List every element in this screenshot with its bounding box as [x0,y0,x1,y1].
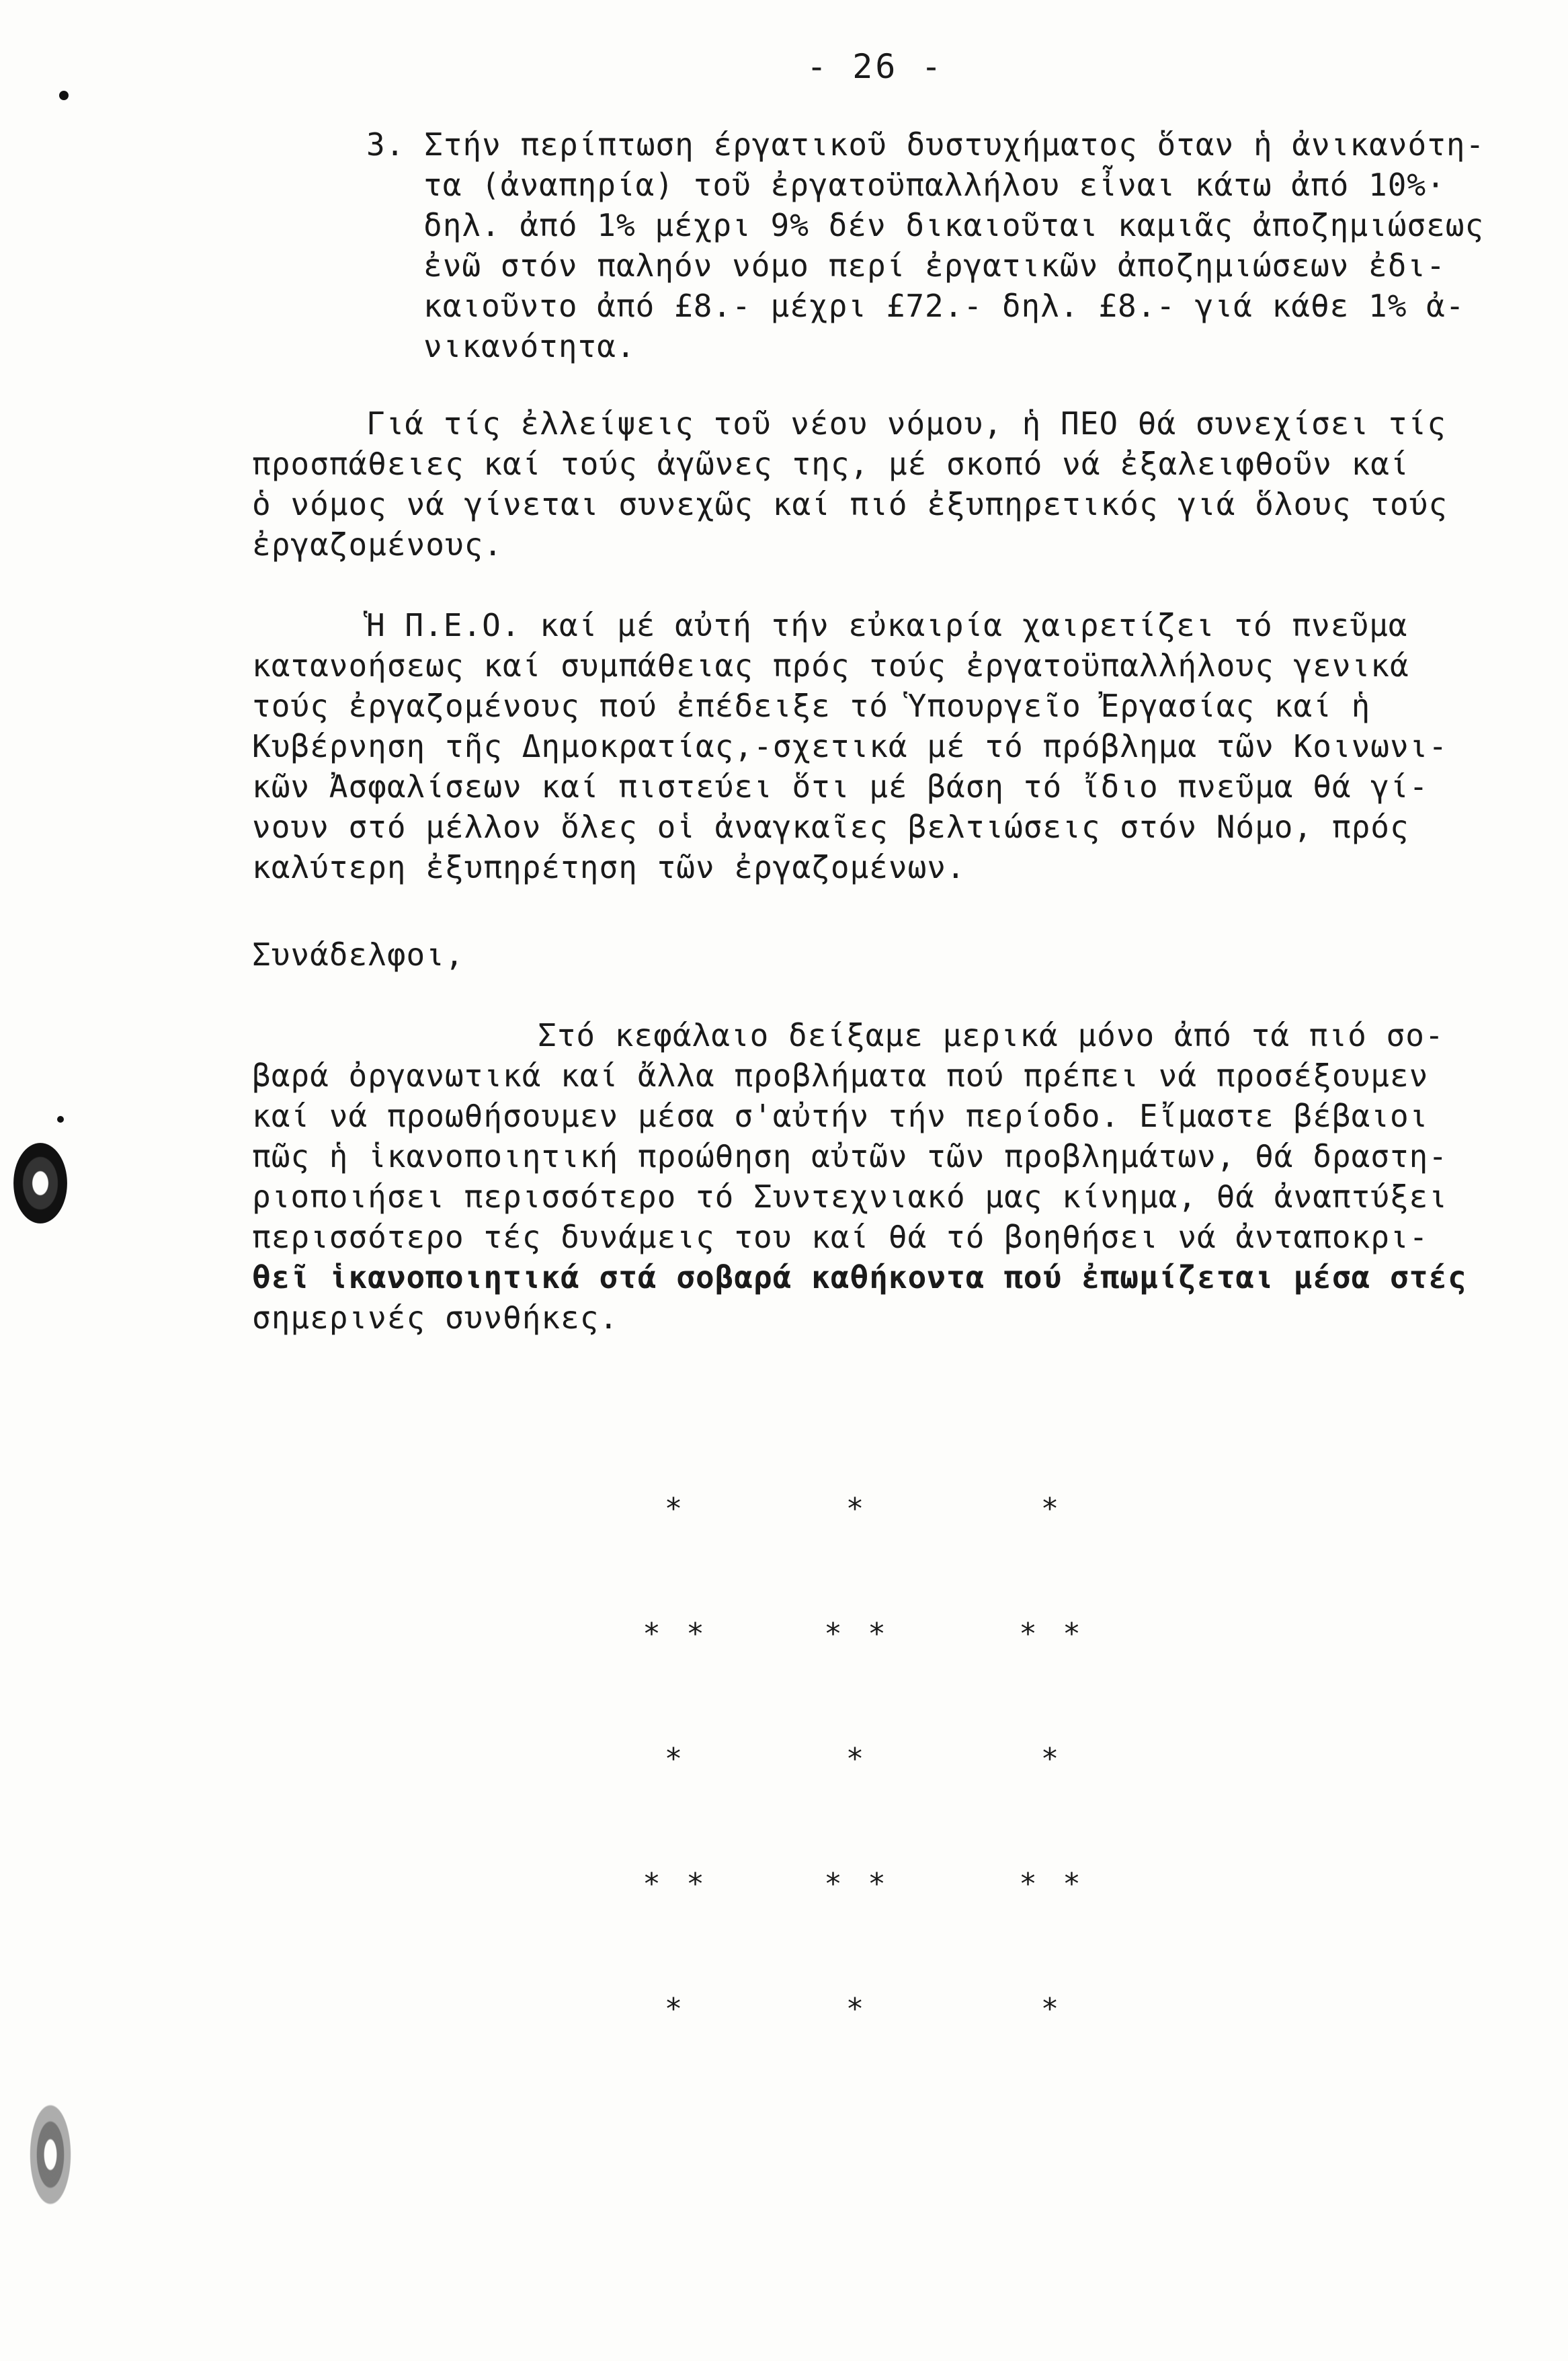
text-line: ἐργαζομένους. [252,526,503,563]
text-line: πῶς ἡ ἱκανοποιητική προώθηση αὐτῶν τῶν προβλημάτων, θά δραστη- [252,1138,1448,1174]
asterisk-row: * * [824,1617,890,1651]
asterisk-column [635,1405,716,2114]
text-line: προσπάθειες καί τούς ἀγῶνες της, μέ σκοπό νά ἐξαλειφθοῦν καί [252,446,1409,482]
text-line: καλύτερη ἐξυπηρέτηση τῶν ἐργαζομένων. [252,849,966,885]
asterisk-row: * * [1019,1867,1085,1901]
asterisk-row: * [1040,1742,1063,1776]
text-line: τούς ἐργαζομένους πού ἐπέδειξε τό Ὑπουργεῖο Ἐργασίας καί ἡ [252,688,1371,724]
text-line: Ἡ Π.Ε.Ο. καί μέ αὐτή τήν εὐκαιρία χαιρετίζει τό πνεῦμα [366,607,1408,643]
page-number: - 26 - [807,47,944,86]
asterisk-column [817,1405,897,2114]
text-line: σημερινές συνθήκες. [252,1299,619,1336]
text-line: καί νά προωθήσουμεν μέσα σ'αὐτήν τήν περίοδο. Εἴμαστε βέβαιοι [252,1098,1429,1134]
asterisk-row: * * [824,1867,890,1901]
scan-mark [57,1116,64,1123]
asterisk-row: * [845,1992,868,2026]
asterisk-column [1012,1405,1092,2114]
asterisk-row: * [1040,1492,1063,1526]
salutation: Συνάδελφοι, [252,936,464,973]
text-line: 3. Στήν περίπτωση έργατικοῦ δυστυχήματος ὅταν ἡ ἀνικανότη- [366,126,1485,163]
text-line: δηλ. ἀπό 1% μέχρι 9% δέν δικαιοῦται καμιᾶς ἀποζημιώσεως [423,207,1485,243]
text-line: Στό κεφάλαιο δείξαμε μερικά μόνο ἀπό τά πιό σο- [538,1017,1444,1053]
text-line: ὁ νόμος νά γίνεται συνεχῶς καί πιό ἐξυπηρετικός γιά ὅλους τούς [252,486,1448,522]
asterisk-row: * * [643,1617,708,1651]
text-line: θεῖ ἱκανοποιητικά στά σοβαρά καθήκοντα πού ἐπωμίζεται μέσα στές [252,1259,1467,1295]
text-line: καιοῦντο ἀπό £8.- μέχρι £72.- δηλ. £8.- γιά κάθε 1% ἀ- [423,288,1465,324]
text-line: Κυβέρνηση τῆς Δημοκρατίας,-σχετικά μέ τό πρόβλημα τῶν Κοινωνι- [252,728,1448,764]
text-line: ἐνῶ στόν παληόν νόμο περί ἐργατικῶν ἀποζημιώσεων ἐδι- [423,247,1446,284]
asterisk-row: * [845,1492,868,1526]
asterisk-row: * [664,1742,687,1776]
text-line: περισσότερο τές δυνάμεις του καί θά τό βοηθήσει νά ἀνταποκρι- [252,1219,1429,1255]
asterisk-row: * * [1019,1617,1085,1651]
scan-mark [59,91,69,100]
asterisk-row: * [664,1492,687,1526]
text-line: βαρά ὀργανωτικά καί ἄλλα προβλήματα πού πρέπει νά προσέξουμεν [252,1057,1429,1094]
asterisk-row: * [1040,1992,1063,2026]
text-line: ριοποιήσει περισσότερο τό Συντεχνιακό μας κίνημα, θά ἀναπτύξει [252,1178,1448,1215]
punch-hole-icon [13,1143,67,1224]
text-line: τα (ἀναπηρία) τοῦ ἐργατοϋπαλλήλου εἶναι κάτω ἀπό 10%· [423,167,1446,203]
text-line: νουν στό μέλλον ὅλες οἱ ἀναγκαῖες βελτιώσεις στόν Νόμο, πρός [252,809,1409,845]
asterisk-row: * [664,1992,687,2026]
text-line: κῶν Ἀσφαλίσεων καί πιστεύει ὅτι μέ βάση τό ἴδιο πνεῦμα θά γί- [252,768,1429,805]
text-line: Γιά τίς ἐλλείψεις τοῦ νέου νόμου, ἡ ΠΕΟ θά συνεχίσει τίς [366,405,1446,442]
text-line: νικανότητα. [423,328,636,364]
asterisk-row: * * [643,1867,708,1901]
asterisk-row: * [845,1742,868,1776]
text-line: κατανοήσεως καί συμπάθειας πρός τούς ἐργατοϋπαλλήλους γενικά [252,647,1409,684]
punch-hole-icon [27,2097,74,2212]
